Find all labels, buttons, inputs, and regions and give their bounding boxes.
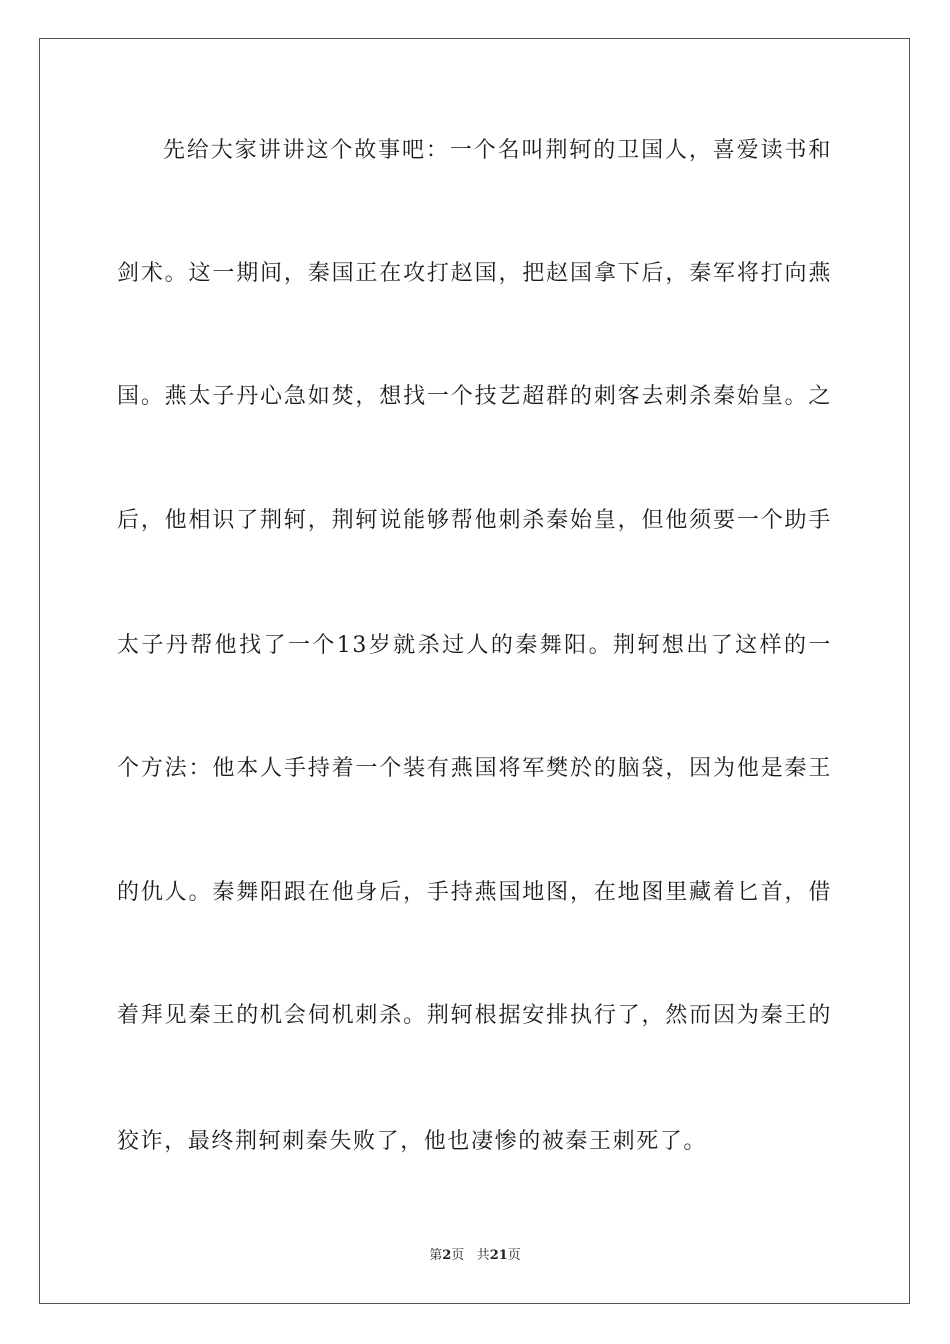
footer-page-number: 2 [442,1248,452,1263]
paragraph-line-6: 个方法：他本人手持着一个装有燕国将军樊於的脑袋，因为他是秦王 [117,756,832,781]
paragraph-line-1: 先给大家讲讲这个故事吧：一个名叫荆轲的卫国人，喜爱读书和 [163,138,832,163]
paragraph-line-8: 着拜见秦王的机会伺机刺杀。荆轲根据安排执行了，然而因为秦王的 [117,1003,832,1028]
paragraph-line-7: 的仇人。秦舞阳跟在他身后，手持燕国地图，在地图里藏着匕首，借 [117,880,832,905]
footer-total-unit: 页 [507,1248,521,1263]
paragraph-line-4: 后，他相识了荆轲，荆轲说能够帮他刺杀秦始皇，但他须要一个助手 [117,508,832,533]
paragraph-line-2: 剑术。这一期间，秦国正在攻打赵国，把赵国拿下后，秦军将打向燕 [117,261,832,286]
footer-total-pages: 21 [489,1248,508,1263]
paragraph-line-3: 国。燕太子丹心急如焚，想找一个技艺超群的刺客去刺杀秦始皇。之 [117,384,832,409]
paragraph-line-9: 狡诈，最终荆轲刺秦失败了，他也凄惨的被秦王刺死了。 [117,1129,708,1154]
footer-total-prefix: 共 [476,1248,490,1263]
footer-page-prefix: 第 [429,1248,443,1263]
paragraph-line-5: 太子丹帮他找了一个13岁就杀过人的秦舞阳。荆轲想出了这样的一 [117,633,832,658]
page-footer [0,1247,950,1265]
page-border [39,38,910,1304]
footer-page-unit: 页 [451,1248,465,1263]
